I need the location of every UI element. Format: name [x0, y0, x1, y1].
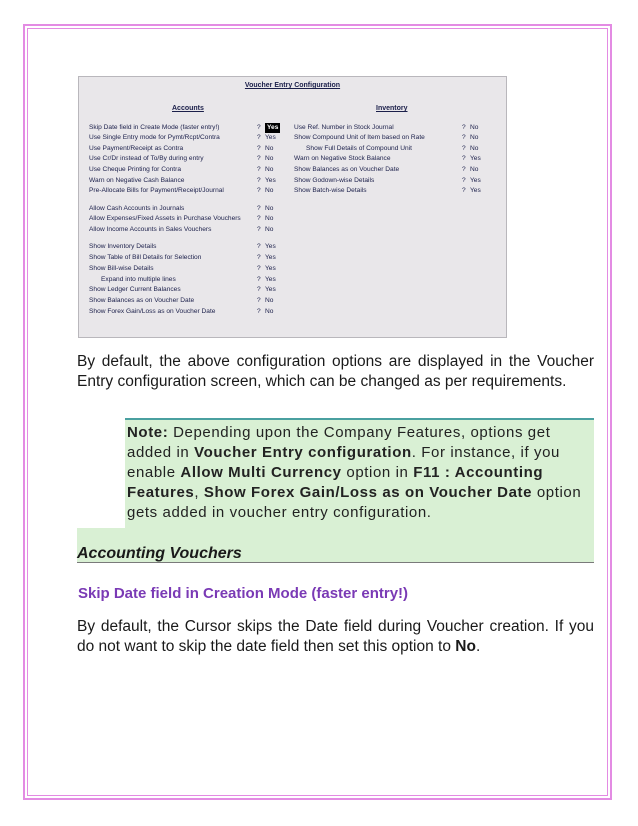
inventory-option-label: Use Ref. Number in Stock Journal	[294, 124, 394, 131]
accounts-option-value[interactable]: No	[265, 308, 274, 315]
accounts-option-label: Pre-Allocate Bills for Payment/Receipt/Journal	[89, 187, 224, 194]
inventory-option-label: Warn on Negative Stock Balance	[294, 155, 391, 162]
question-mark: ?	[257, 134, 261, 141]
inventory-option-value[interactable]: No	[470, 134, 479, 141]
accounts-option-label: Allow Expenses/Fixed Assets in Purchase Vouchers	[89, 215, 241, 222]
question-mark: ?	[257, 205, 261, 212]
inventory-option-label: Show Balances as on Voucher Date	[294, 166, 400, 173]
accounts-option-value[interactable]: No	[265, 155, 274, 162]
note-top-rule	[125, 418, 594, 420]
question-mark: ?	[257, 145, 261, 152]
accounts-option-value[interactable]: Yes	[265, 254, 276, 261]
accounts-option-label: Show Forex Gain/Loss as on Voucher Date	[89, 308, 216, 315]
accounts-option-value[interactable]: Yes	[265, 134, 276, 141]
question-mark: ?	[462, 166, 466, 173]
note-bold: Show Forex Gain/Loss as on Voucher Date	[203, 484, 533, 501]
question-mark: ?	[257, 177, 261, 184]
accounts-option-label: Show Table of Bill Details for Selection	[89, 254, 202, 261]
question-mark: ?	[462, 134, 466, 141]
body-span: By default, the Cursor skips the Date field during Voucher creation. If you do not want to skip the date field then set this option to	[77, 618, 594, 655]
question-mark: ?	[462, 145, 466, 152]
inventory-option-label: Show Full Details of Compound Unit	[306, 145, 412, 152]
body-bold: No	[455, 638, 476, 655]
body-paragraph	[77, 617, 594, 657]
note-bold: Allow Multi Currency	[180, 464, 342, 481]
question-mark: ?	[257, 243, 261, 250]
accounts-option-label: Expand into multiple lines	[101, 276, 176, 283]
question-mark: ?	[257, 124, 261, 131]
accounts-option-value[interactable]: Yes	[265, 286, 276, 293]
question-mark: ?	[462, 124, 466, 131]
accounts-option-label: Use Cr/Dr instead of To/By during entry	[89, 155, 204, 162]
accounts-option-label: Skip Date field in Create Mode (faster entry!)	[89, 124, 220, 131]
subsection-title: Skip Date field in Creation Mode (faster entry!)	[78, 585, 409, 602]
inventory-option-label: Show Godown-wise Details	[294, 177, 375, 184]
question-mark: ?	[462, 155, 466, 162]
accounts-option-label: Warn on Negative Cash Balance	[89, 177, 185, 184]
screenshot-title: Voucher Entry Configuration	[244, 82, 341, 89]
question-mark: ?	[257, 215, 261, 222]
inventory-option-value[interactable]: No	[470, 166, 479, 173]
accounts-option-value[interactable]: No	[265, 166, 274, 173]
inventory-option-label: Show Compound Unit of Item based on Rate	[294, 134, 425, 141]
question-mark: ?	[257, 265, 261, 272]
inventory-heading: Inventory	[376, 105, 408, 112]
question-mark: ?	[257, 254, 261, 261]
accounts-option-value[interactable]: No	[265, 187, 274, 194]
inventory-option-value[interactable]: No	[470, 124, 479, 131]
accounts-option-value[interactable]: No	[265, 226, 274, 233]
accounts-option-label: Show Ledger Current Balances	[89, 286, 181, 293]
voucher-config-screenshot	[78, 76, 507, 338]
question-mark: ?	[257, 297, 261, 304]
accounts-option-label: Show Balances as on Voucher Date	[89, 297, 195, 304]
question-mark: ?	[462, 177, 466, 184]
note-span: ,	[194, 484, 204, 501]
accounts-option-value[interactable]: Yes	[265, 276, 276, 283]
note-bold: Voucher Entry configuration	[194, 444, 412, 461]
section-title: Accounting Vouchers	[77, 545, 242, 562]
note-bold: F11 : Accounting Features	[127, 464, 544, 501]
accounts-option-label: Show Bill-wise Details	[89, 265, 154, 272]
question-mark: ?	[257, 226, 261, 233]
inventory-option-value[interactable]: No	[470, 145, 479, 152]
intro-paragraph: By default, the above configuration options are displayed in the Voucher Entry configuration screen, which can be changed as per requirements.	[77, 353, 594, 390]
body-span: .	[475, 638, 481, 655]
accounts-option-label: Use Single Entry mode for Pymt/Rcpt/Contra	[89, 134, 220, 141]
question-mark: ?	[257, 187, 261, 194]
question-mark: ?	[462, 187, 466, 194]
note-label: Note:	[127, 424, 169, 441]
accounts-option-value[interactable]: Yes	[265, 243, 276, 250]
question-mark: ?	[257, 155, 261, 162]
inventory-option-label: Show Batch-wise Details	[294, 187, 367, 194]
note-indent-gap	[77, 418, 125, 528]
question-mark: ?	[257, 166, 261, 173]
inventory-option-value[interactable]: Yes	[470, 187, 481, 194]
question-mark: ?	[257, 276, 261, 283]
accounts-option-value[interactable]: No	[265, 215, 274, 222]
accounts-option-label: Show Inventory Details	[89, 243, 157, 250]
accounts-option-value[interactable]: Yes	[267, 124, 279, 131]
inventory-option-value[interactable]: Yes	[470, 177, 481, 184]
question-mark: ?	[257, 286, 261, 293]
inventory-option-value[interactable]: Yes	[470, 155, 481, 162]
note-span: option in	[341, 464, 414, 481]
accounts-option-value[interactable]: No	[265, 297, 274, 304]
accounts-option-value[interactable]: Yes	[265, 265, 276, 272]
note-span: option gets added in voucher entry configuration.	[127, 484, 582, 521]
note-span: . For instance, if you enable	[127, 444, 560, 481]
accounts-option-label: Allow Income Accounts in Sales Vouchers	[89, 226, 212, 233]
accounts-option-label: Allow Cash Accounts in Journals	[89, 205, 185, 212]
note-span: Depending upon the Company Features, options get added in	[127, 424, 551, 461]
accounts-option-label: Use Cheque Printing for Contra	[89, 166, 181, 173]
accounts-option-value[interactable]: Yes	[265, 177, 276, 184]
accounts-option-label: Use Payment/Receipt as Contra	[89, 145, 184, 152]
accounts-heading: Accounts	[172, 105, 204, 112]
accounts-option-value[interactable]: No	[265, 145, 274, 152]
accounts-option-value[interactable]: No	[265, 205, 274, 212]
question-mark: ?	[257, 308, 261, 315]
note-text	[127, 423, 595, 523]
